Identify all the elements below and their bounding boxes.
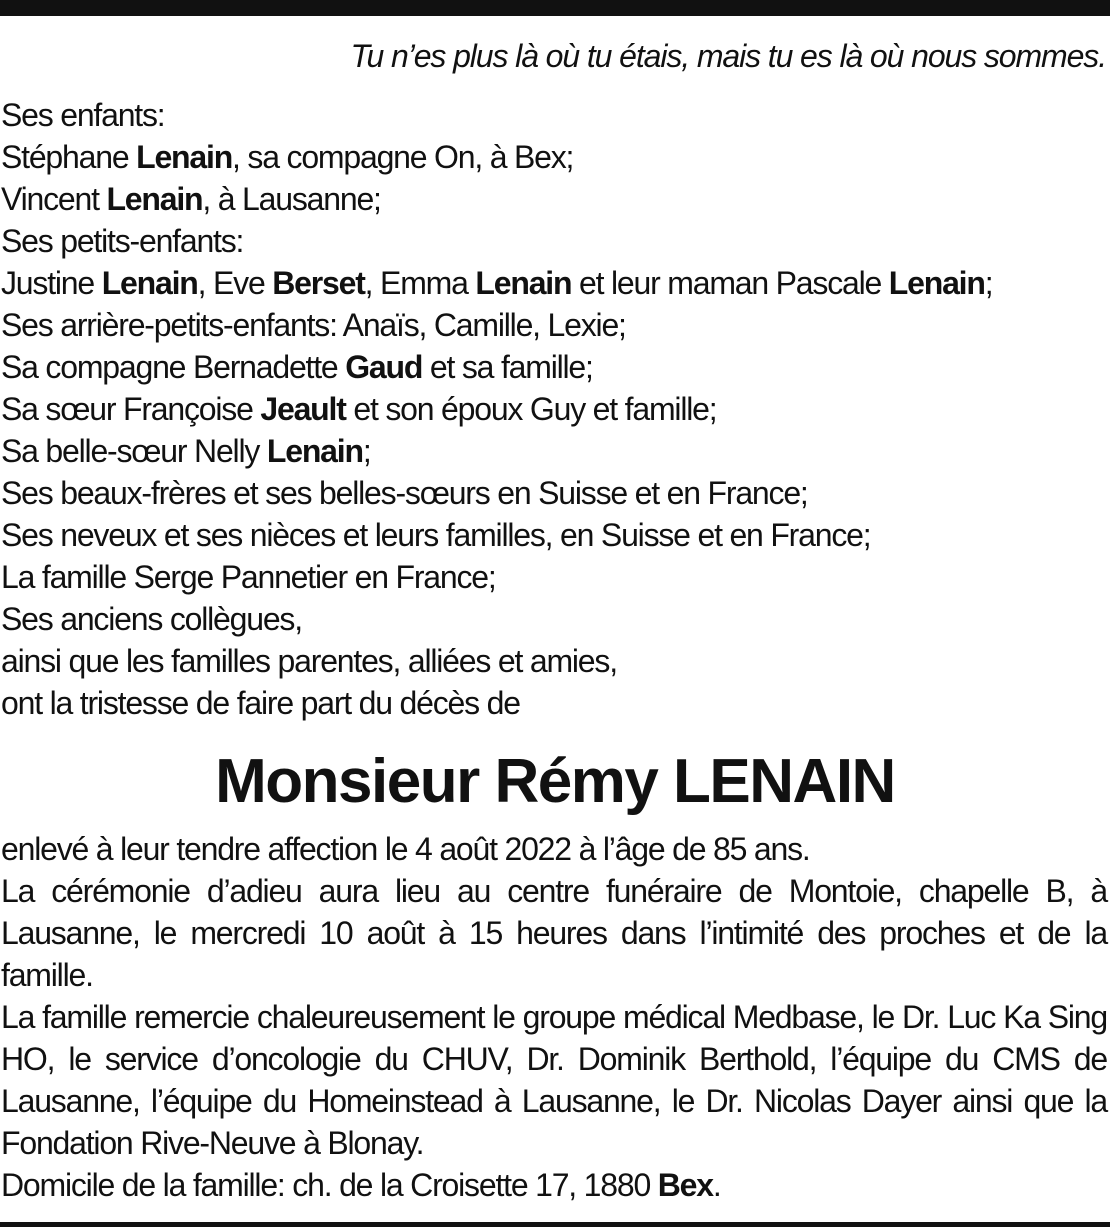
bottom-border-rule [0,1222,1110,1227]
ceremony-paragraph: La cérémonie d’adieu aura lieu au centre funéraire de Montoie, chapelle B, à Lausanne, le mercredi 10 août à 15 heures dans l’intimité des proches et de la famille. [1,873,1107,993]
mourner-line-grandchildren: Justine Lenain, Eve Berset, Emma Lenain et leur maman Pascale Lenain; [1,265,993,301]
children-heading: Ses enfants: [1,97,165,133]
family-address-line: Domicile de la famille: ch. de la Croisette 17, 1880 Bex. [1,1167,721,1203]
announcement-line: ont la tristesse de faire part du décès de [1,685,520,721]
thanks-paragraph: La famille remercie chaleureusement le groupe médical Medbase, le Dr. Luc Ka Sing HO, le service d’oncologie du CHUV, Dr. Dominik Berthold, l’équipe du CMS de Lausanne, l’équipe du Homeinstead à Lausanne, le Dr. Nicolas Dayer ainsi que la Fondation Rive-Neuve à Blonay. [1,999,1107,1161]
mourners-list [1,94,1107,724]
mourner-line-nephews: Ses neveux et ses nièces et leurs familles, en Suisse et en France; [1,517,871,553]
mourner-line-companion: Sa compagne Bernadette Gaud et sa famille; [1,349,593,385]
mourner-line-sister: Sa sœur Françoise Jeault et son époux Guy et famille; [1,391,717,427]
mourner-line-great-grandchildren: Ses arrière-petits-enfants: Anaïs, Camille, Lexie; [1,307,626,343]
obituary-details [1,828,1107,1206]
mourner-line-colleagues: Ses anciens collègues, [1,601,302,637]
mourner-line-vincent: Vincent Lenain, à Lausanne; [1,181,381,217]
epigraph-quote: Tu n’es plus là où tu étais, mais tu es là où nous sommes. [350,38,1106,74]
top-border-rule [0,0,1110,16]
mourner-line-sister-in-law: Sa belle-sœur Nelly Lenain; [1,433,371,469]
deceased-name: Monsieur Rémy LENAIN [215,747,895,816]
death-date-line: enlevé à leur tendre affection le 4 août 2022 à l’âge de 85 ans. [1,831,810,867]
mourner-line-stephane: Stéphane Lenain, sa compagne On, à Bex; [1,139,574,175]
mourner-line-families: ainsi que les familles parentes, alliées et amies, [1,643,617,679]
mourner-line-pannetier: La famille Serge Pannetier en France; [1,559,496,595]
mourner-line-in-laws: Ses beaux-frères et ses belles-sœurs en Suisse et en France; [1,475,808,511]
grandchildren-heading: Ses petits-enfants: [1,223,244,259]
